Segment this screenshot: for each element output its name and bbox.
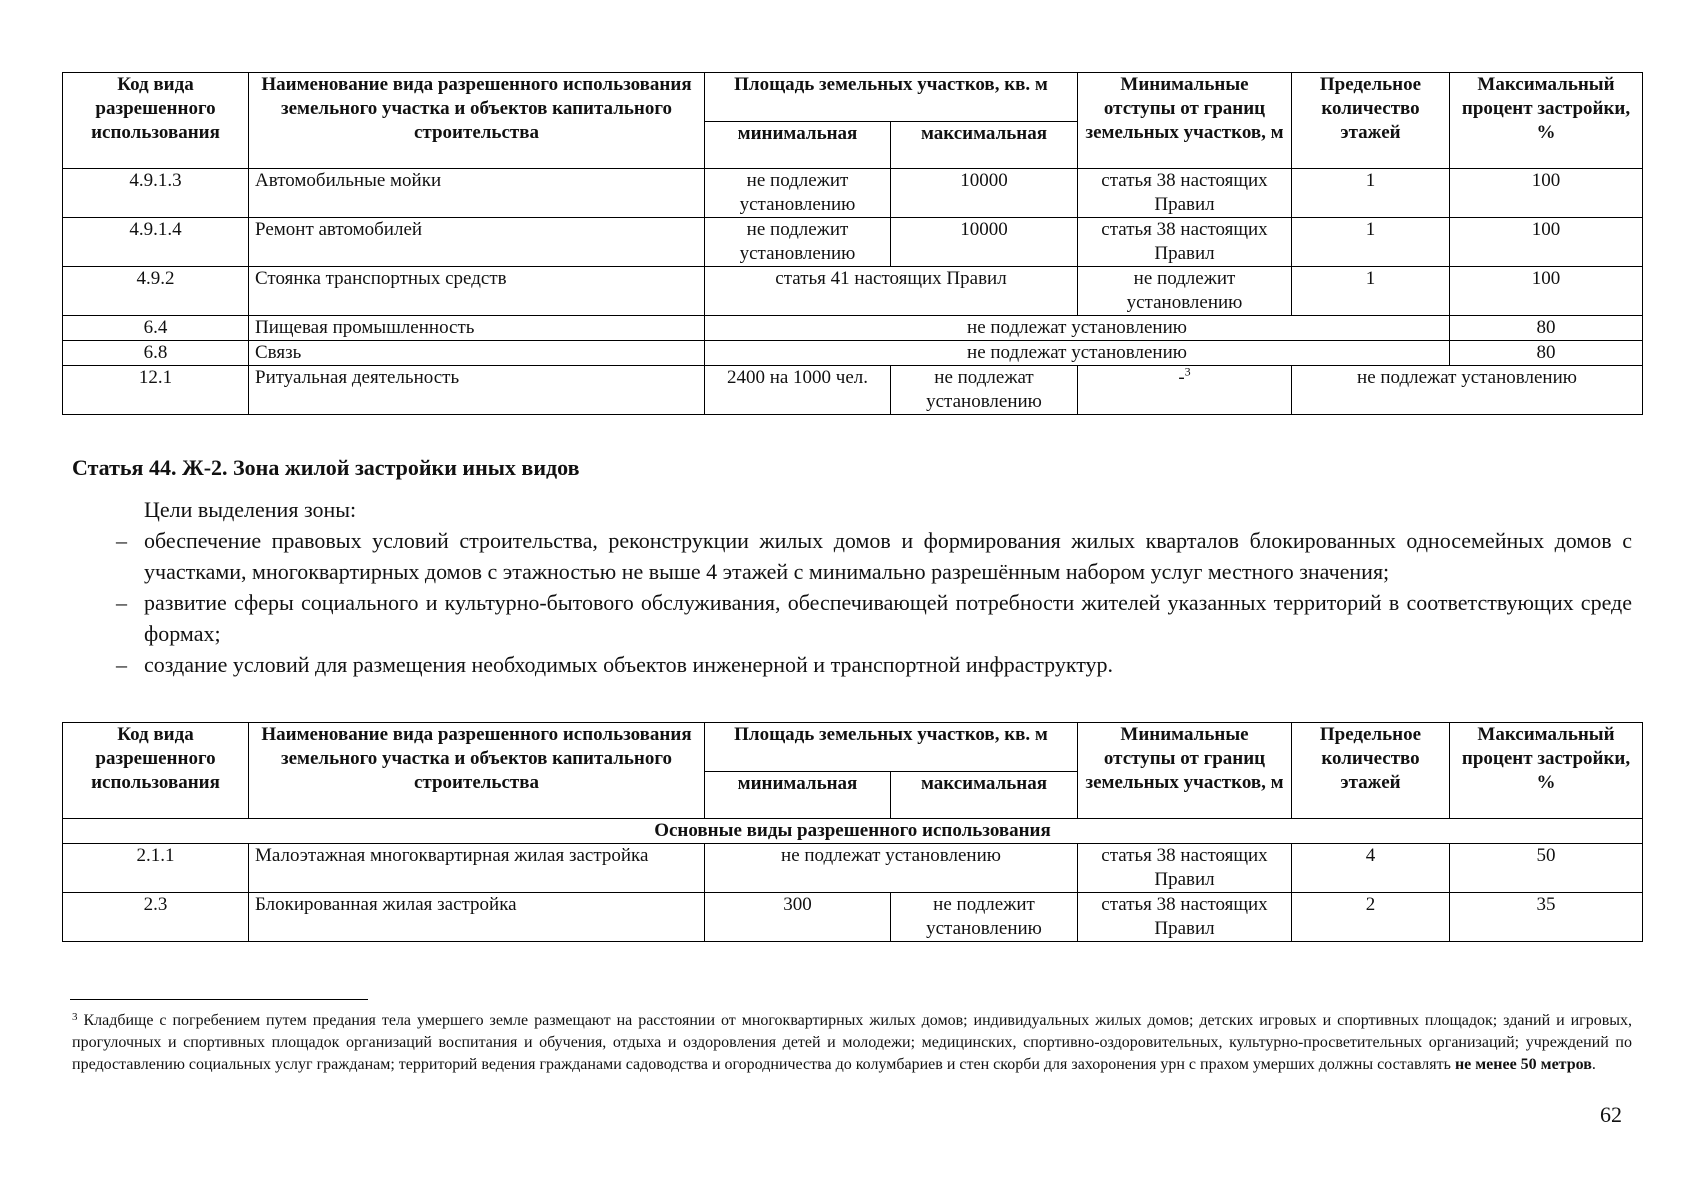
cell-code: 4.9.2 bbox=[63, 267, 249, 316]
goal-item bbox=[72, 525, 1632, 587]
cell-area-min: 2400 на 1000 чел. bbox=[705, 366, 891, 415]
header-area-min: минимальная bbox=[705, 772, 891, 819]
header-name: Наименование вида разрешенного использования земельного участка и объектов капитального строительства bbox=[249, 723, 705, 819]
cell-name: Стоянка транспортных средств bbox=[249, 267, 705, 316]
goal-item bbox=[72, 649, 1632, 680]
cell-code: 12.1 bbox=[63, 366, 249, 415]
cell-coverage: 80 bbox=[1450, 341, 1643, 366]
table-row bbox=[63, 267, 1643, 316]
cell-code: 2.3 bbox=[63, 893, 249, 942]
cell-coverage: 35 bbox=[1450, 893, 1643, 942]
cell-merged: не подлежат установлению bbox=[705, 341, 1450, 366]
cell-floors: 1 bbox=[1292, 218, 1450, 267]
cell-name: Блокированная жилая застройка bbox=[249, 893, 705, 942]
header-floors: Предельное количество этажей bbox=[1292, 723, 1450, 819]
goal-text: создание условий для размещения необходимых объектов инженерной и транспортной инфраструктур. bbox=[144, 652, 1114, 677]
goals-intro: Цели выделения зоны: bbox=[144, 497, 357, 522]
cell-coverage: 50 bbox=[1450, 844, 1643, 893]
cell-setback: статья 38 настоящих Правил bbox=[1078, 844, 1292, 893]
section-title: Основные виды разрешенного использования bbox=[63, 819, 1643, 844]
cell-area: не подлежат установлению bbox=[705, 844, 1078, 893]
cell-coverage: 100 bbox=[1450, 218, 1643, 267]
cell-floors: 1 bbox=[1292, 169, 1450, 218]
cell-setback: статья 38 настоящих Правил bbox=[1078, 218, 1292, 267]
setback-dash: - bbox=[1178, 367, 1185, 388]
cell-code: 6.8 bbox=[63, 341, 249, 366]
header-area-min: минимальная bbox=[705, 122, 891, 169]
cell-floors: 2 bbox=[1292, 893, 1450, 942]
footnote-ref: 3 bbox=[1184, 364, 1191, 379]
cell-code: 4.9.1.3 bbox=[63, 169, 249, 218]
cell-area-max: 10000 bbox=[891, 218, 1078, 267]
cell-area-min: не подлежит установлению bbox=[705, 169, 891, 218]
table-row bbox=[63, 893, 1643, 942]
goal-text: развитие сферы социального и культурно-бытового обслуживания, обеспечивающей потребности жителей указанных территорий в соответствующих среде формах; bbox=[144, 590, 1632, 646]
header-area-max: максимальная bbox=[891, 772, 1078, 819]
table-row bbox=[63, 169, 1643, 218]
cell-area-max: не подлежат установлению bbox=[891, 366, 1078, 415]
header-coverage: Максимальный процент застройки, % bbox=[1450, 723, 1643, 819]
cell-name: Связь bbox=[249, 341, 705, 366]
cell-floors: 1 bbox=[1292, 267, 1450, 316]
article-heading: Статья 44. Ж-2. Зона жилой застройки иных видов bbox=[72, 455, 580, 480]
regulations-table-2 bbox=[62, 722, 1643, 942]
table-row bbox=[63, 844, 1643, 893]
cell-name: Ремонт автомобилей bbox=[249, 218, 705, 267]
cell-area-max: не подлежит установлению bbox=[891, 893, 1078, 942]
cell-area-min: не подлежит установлению bbox=[705, 218, 891, 267]
header-area: Площадь земельных участков, кв. м bbox=[705, 73, 1078, 122]
header-area-max: максимальная bbox=[891, 122, 1078, 169]
cell-setback: статья 38 настоящих Правил bbox=[1078, 893, 1292, 942]
cell-name: Ритуальная деятельность bbox=[249, 366, 705, 415]
goal-text: обеспечение правовых условий строительства, реконструкции жилых домов и формирования жилых кварталов блокированных односемейных домов с участками, многоквартирных домов с этажностью не выше 4 этажей с минимально разрешённым набором услуг местного значения; bbox=[144, 528, 1632, 584]
table-row bbox=[63, 316, 1643, 341]
cell-code: 4.9.1.4 bbox=[63, 218, 249, 267]
header-area: Площадь земельных участков, кв. м bbox=[705, 723, 1078, 772]
goal-item bbox=[72, 587, 1632, 649]
cell-code: 6.4 bbox=[63, 316, 249, 341]
cell-area-max: 10000 bbox=[891, 169, 1078, 218]
cell-area: статья 41 настоящих Правил bbox=[705, 267, 1078, 316]
header-code: Код вида разрешенного использования bbox=[63, 73, 249, 169]
regulations-table-1 bbox=[62, 72, 1643, 415]
header-setback: Минимальные отступы от границ земельных участков, м bbox=[1078, 73, 1292, 169]
zone-goals bbox=[72, 494, 1632, 680]
table-row bbox=[63, 341, 1643, 366]
cell-merged: не подлежат установлению bbox=[705, 316, 1450, 341]
cell-coverage: 100 bbox=[1450, 169, 1643, 218]
footnote-number: 3 bbox=[72, 1011, 78, 1023]
list-dash: – bbox=[116, 528, 127, 553]
list-dash: – bbox=[116, 590, 127, 615]
list-dash: – bbox=[116, 652, 127, 677]
footnote-end: . bbox=[1591, 1056, 1596, 1073]
footnote bbox=[72, 1010, 1632, 1076]
footnote-text: Кладбище с погребением путем предания тела умершего земле размещают на расстоянии от многоквартирных жилых домов; индивидуальных жилых домов; детских игровых и спортивных площадок; зданий и игровых, прогулочных и спортивных площадок организаций воспитания и обучения, отдыха и оздоровления детей и молодежи; медицинских, спортивно-оздоровительных, культурно-просветительных организаций; учреждений по предоставлению социальных услуг гражданам; территорий ведения гражданами садоводства и огородничества до колумбариев и стен скорби для захоронения урн с прахом умерших должны составлять bbox=[72, 1012, 1633, 1073]
cell-setback bbox=[1078, 366, 1292, 415]
cell-coverage: 100 bbox=[1450, 267, 1643, 316]
cell-setback: не подлежит установлению bbox=[1078, 267, 1292, 316]
cell-name: Малоэтажная многоквартирная жилая застройка bbox=[249, 844, 705, 893]
footnote-separator bbox=[70, 999, 368, 1000]
cell-merged-right: не подлежат установлению bbox=[1292, 366, 1643, 415]
header-setback: Минимальные отступы от границ земельных участков, м bbox=[1078, 723, 1292, 819]
cell-setback: статья 38 настоящих Правил bbox=[1078, 169, 1292, 218]
cell-coverage: 80 bbox=[1450, 316, 1643, 341]
header-code: Код вида разрешенного использования bbox=[63, 723, 249, 819]
footnote-emphasis: не менее 50 метров bbox=[1454, 1056, 1592, 1073]
page-number: 62 bbox=[1600, 1102, 1622, 1127]
cell-floors: 4 bbox=[1292, 844, 1450, 893]
cell-code: 2.1.1 bbox=[63, 844, 249, 893]
table-row bbox=[63, 366, 1643, 415]
header-coverage: Максимальный процент застройки, % bbox=[1450, 73, 1643, 169]
cell-name: Пищевая промышленность bbox=[249, 316, 705, 341]
section-row bbox=[63, 819, 1643, 844]
table-row bbox=[63, 218, 1643, 267]
cell-name: Автомобильные мойки bbox=[249, 169, 705, 218]
cell-area-min: 300 bbox=[705, 893, 891, 942]
header-floors: Предельное количество этажей bbox=[1292, 73, 1450, 169]
header-name: Наименование вида разрешенного использования земельного участка и объектов капитального строительства bbox=[249, 73, 705, 169]
